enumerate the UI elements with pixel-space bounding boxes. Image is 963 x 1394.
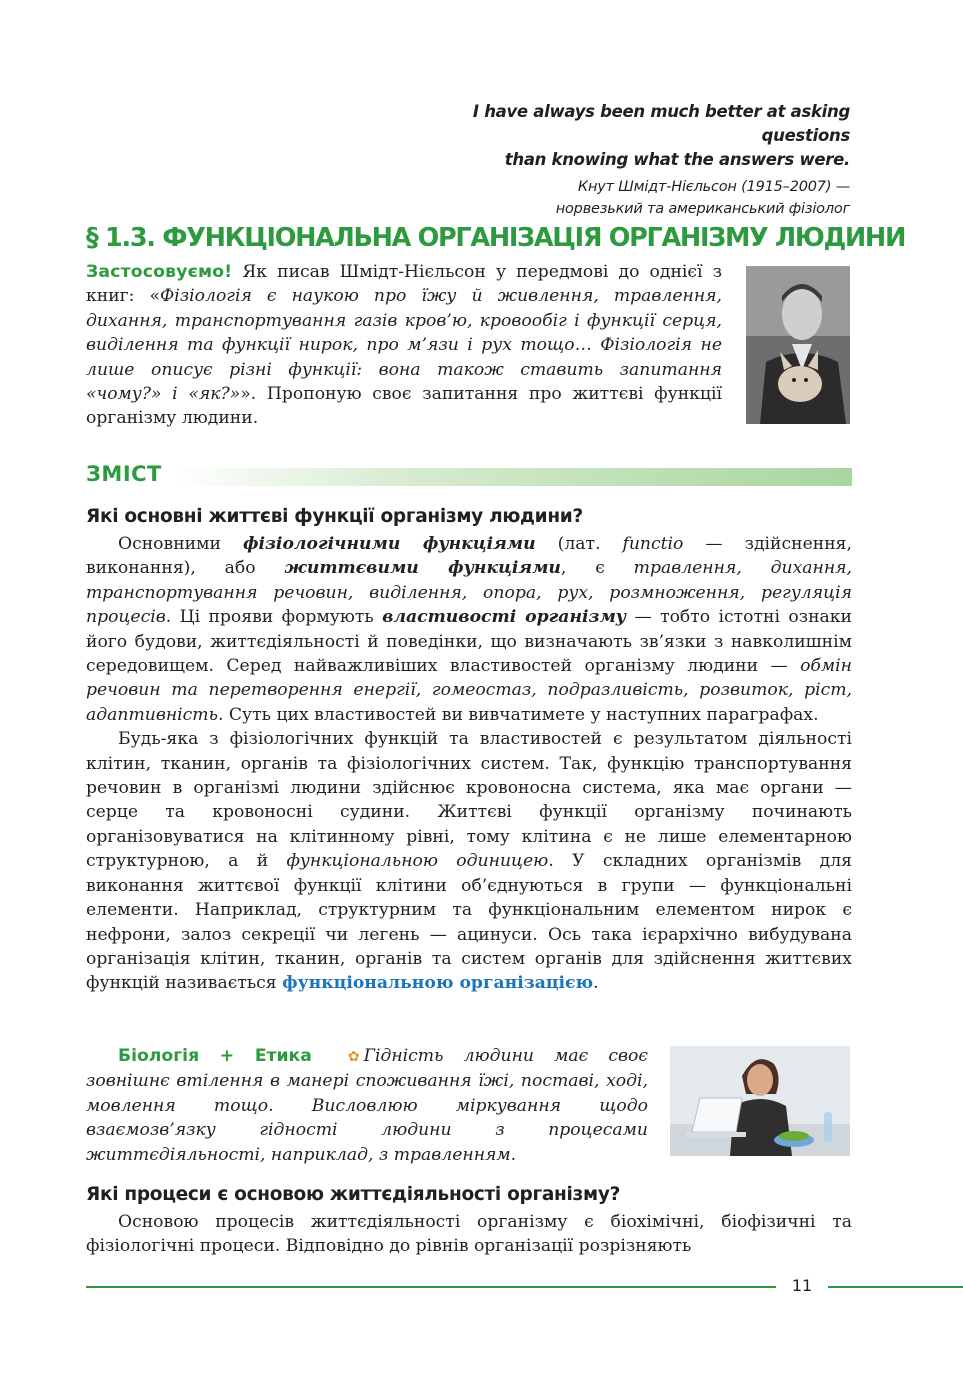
question-1-body bbox=[86, 532, 852, 996]
text-span: (лат. bbox=[535, 534, 623, 554]
footer-divider-left bbox=[86, 1286, 776, 1288]
text-span: . У складних організмів для виконання життєвої функції клітини об’єднуються в групи — функціональні елементи. Наприклад, структурним та функціональним елементом нирок є нефрони, залоз секреції чи легень — ацинуси. Ось така ієрархічно вибудувана організація клітин, тканин, органів та систем органів для здійснення життєвих функцій називається bbox=[86, 851, 852, 994]
term-functional-unit: функціональною одиницею bbox=[286, 851, 549, 872]
intro-block bbox=[86, 260, 722, 431]
question-2-paragraph-1: Основою процесів життєдіяльності організму є біохімічні, біофізичні та фізіологічні процеси. Відповідно до рівнів організації розрізняють bbox=[86, 1212, 852, 1257]
term-functional-organization: функціональною організацією bbox=[282, 973, 594, 994]
question-1-paragraph-2 bbox=[86, 727, 852, 995]
biology-ethics-text: Гідність людини має своє зовнішнє втілення в манері споживання їжі, поставі, ході, мовлення тощо. Висловлюю міркування щодо взаємозв’язку гідності людини з процесами життєдіяльності, наприклад, з травленням. bbox=[86, 1046, 648, 1165]
question-2-heading: Які процеси є основою життєдіяльності організму? bbox=[86, 1184, 621, 1205]
question-1-heading: Які основні життєві функції організму людини? bbox=[86, 506, 583, 527]
section-title: § 1.3. ФУНКЦІОНАЛЬНА ОРГАНІЗАЦІЯ ОРГАНІЗМУ ЛЮДИНИ bbox=[86, 223, 906, 253]
content-heading-bar bbox=[172, 468, 852, 486]
functions-list: травлення, дихання, транспортування речовин, виділення, опора, рух, розмноження, регуляція процесів bbox=[86, 558, 852, 628]
woman-eating-illustration bbox=[670, 1046, 850, 1156]
epigraph-author-line-1: Кнут Шмідт-Нієльсон (1915–2007) — bbox=[577, 179, 850, 195]
text-span: Будь-яка з фізіологічних функцій та властивостей є результатом діяльності клітин, тканин, органів та фізіологічних систем. Так, функцію транспортування речовин в організмі людини здійснює кровоносна система, яка має органи — серце та кровоносні судини. Життєві функції організму починають організовуватися на клітинному рівні, тому клітина є не лише елементарною структурною, а й bbox=[86, 729, 852, 872]
term-organism-properties: властивості організму bbox=[382, 607, 627, 628]
latin-term: functio bbox=[622, 534, 684, 554]
text-span: — здійснення, виконання), або bbox=[86, 534, 852, 579]
intro-paragraph bbox=[86, 260, 722, 431]
properties-list: обмін речовин та перетворення енергії, гомеостаз, подразливість, розвиток, ріст, адаптивність bbox=[86, 656, 852, 725]
epigraph-author-line-2: норвезький та американський фізіолог bbox=[555, 201, 850, 217]
term-vital-functions: життєвими функціями bbox=[284, 558, 561, 579]
woman-eating-photo bbox=[670, 1046, 850, 1156]
flower-icon: ✿ bbox=[347, 1049, 360, 1065]
biology-ethics-lead: Біологія + Етика bbox=[118, 1046, 312, 1066]
question-2-body bbox=[86, 1210, 852, 1259]
biology-ethics-block bbox=[86, 1044, 648, 1167]
intro-text-before: Як писав Шмідт-Нієльсон у передмові до однієї з книг: « bbox=[86, 262, 722, 307]
epigraph-quote-line-2: than knowing what the answers were. bbox=[504, 150, 850, 169]
intro-text-after: ». Пропоную своє запитання про життєві функції організму людини. bbox=[86, 384, 722, 429]
text-span: . Ці прояви формують bbox=[165, 607, 383, 628]
term-physiological-functions: фізіологічними функціями bbox=[242, 534, 536, 554]
text-span: . Суть цих властивостей ви вивчатимете у наступних параграфах. bbox=[217, 704, 819, 725]
page-number: 11 bbox=[791, 1276, 813, 1295]
content-heading: ЗМІСТ bbox=[86, 462, 162, 486]
question-1-paragraph-1 bbox=[86, 532, 852, 727]
intro-quote: Фізіологія є наукою про їжу й живлення, травлення, дихання, транспортування газів кров’ю, кровообіг і функції серця, виділення та функції нирок, про м’язи і рух тощо… Фізіологія не лише описує різні функції: вона також ставить запитання «чому?» і «як?» bbox=[86, 286, 722, 405]
epigraph bbox=[420, 100, 850, 220]
biology-ethics-paragraph bbox=[86, 1044, 648, 1167]
scientist-photo-illustration bbox=[746, 266, 850, 424]
intro-lead: Застосовуємо! bbox=[86, 262, 233, 282]
text-span: Основними bbox=[118, 534, 243, 554]
content-heading-row bbox=[86, 462, 852, 492]
scientist-photo bbox=[746, 266, 850, 424]
epigraph-quote-line-1: I have always been much better at asking questions bbox=[472, 102, 850, 145]
footer-divider-right bbox=[828, 1286, 963, 1288]
text-span: , є bbox=[560, 558, 634, 579]
text-span: . bbox=[593, 973, 599, 994]
text-span: — тобто істотні ознаки його будови, життєдіяльності й поведінки, що визначають зв’язки з навколишнім середовищем. Серед найважливіших властивостей організму людини — bbox=[86, 607, 852, 677]
